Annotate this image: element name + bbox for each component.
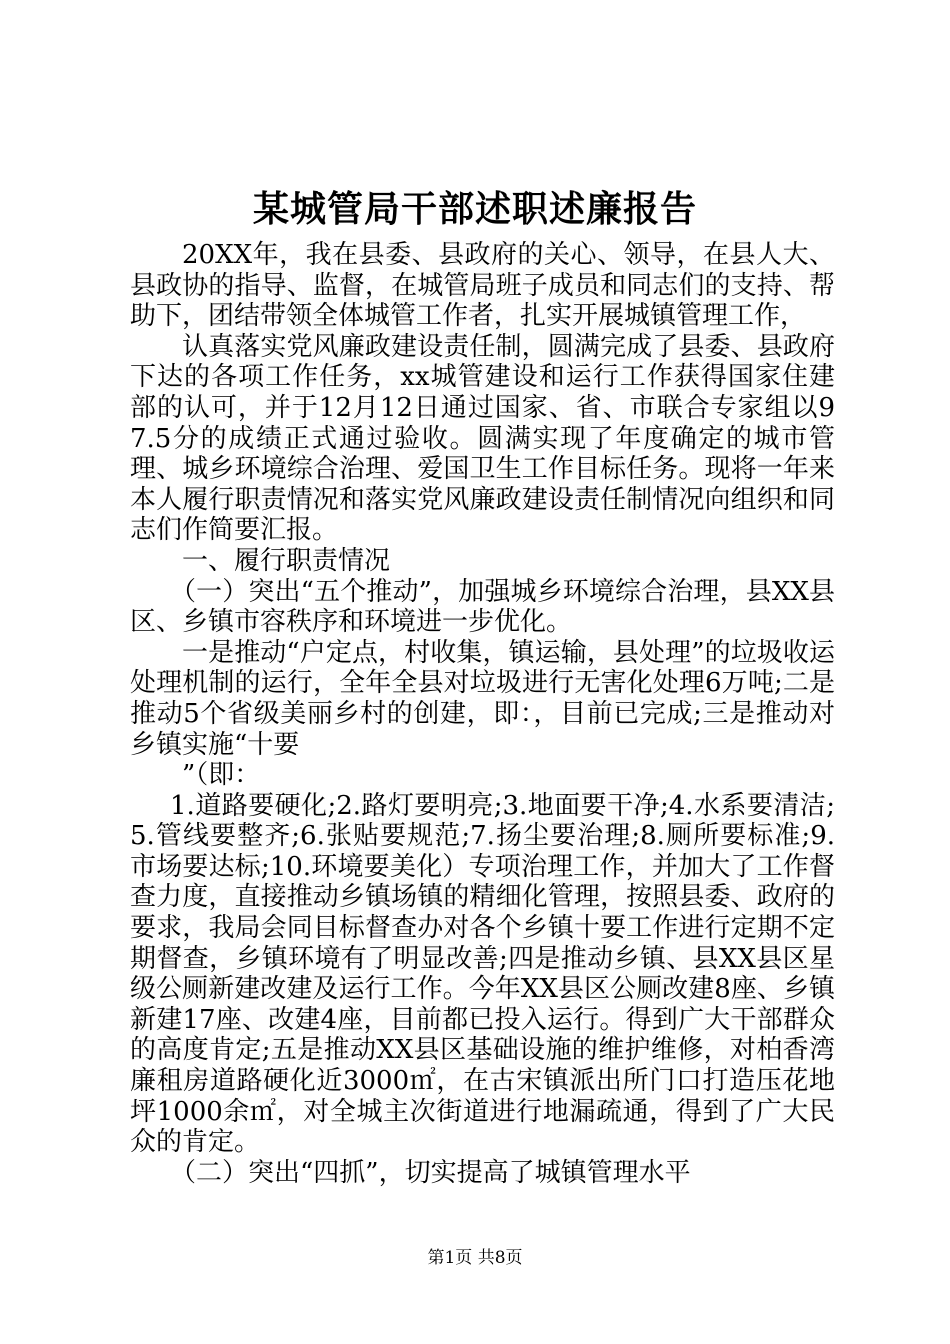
subsection-heading-five-pushes: （一）突出“五个推动”，加强城乡环境综合治理，县XX县区、乡镇市容秩序和环境进一步优化。 xyxy=(130,576,835,638)
paragraph-responsibility: 认真落实党风廉政建设责任制，圆满完成了县委、县政府下达的各项工作任务，xx城管建设和运行工作获得国家住建部的认可，并于12月12日通过国家、省、市联合专家组以97.5分的成绩正式通过验收。圆满实现了年度确定的城市管理、城乡环境综合治理、爱国卫生工作目标任务。现将一年来本人履行职责情况和落实党风廉政建设责任制情况向组织和同志们作简要汇报。 xyxy=(130,331,835,546)
document-body xyxy=(130,240,835,1188)
paragraph-ten-requirements-list: 1.道路要硬化;2.路灯要明亮;3.地面要干净;4.水系要清洁;5.管线要整齐;6.张贴要规范;7.扬尘要治理;8.厕所要标准;9.市场要达标;10.环境要美化）专项治理工作，并加大了工作督查力度，直接推动乡镇场镇的精细化管理，按照县委、政府的要求，我局会同目标督查办对各个乡镇十要工作进行定期不定期督查，乡镇环境有了明显改善;四是推动乡镇、县XX县区星级公厕新建改建及运行工作。今年XX县区公厕改建8座、乡镇新建17座、改建4座，目前都已投入运行。得到广大干部群众的高度肯定;五是推动XX县区基础设施的维护维修，对柏香湾廉租房道路硬化近3000㎡，在古宋镇派出所门口打造压花地坪1000余㎡，对全城主次街道进行地漏疏通，得到了广大民众的肯定。 xyxy=(130,790,835,1158)
paragraph-intro: 20XX年，我在县委、县政府的关心、领导，在县人大、县政协的指导、监督，在城管局班子成员和同志们的支持、帮助下，团结带领全体城管工作者，扎实开展城镇管理工作， xyxy=(130,240,835,332)
section-heading-duties: 一、履行职责情况 xyxy=(182,545,391,576)
page-number-footer: 第1页 共8页 xyxy=(427,1248,523,1268)
document-title: 某城管局干部述职述廉报告 xyxy=(252,188,697,230)
subsection-heading-four-grasps: （二）突出“四抓”，切实提高了城镇管理水平 xyxy=(170,1157,691,1188)
paragraph-ten-requirements-intro: ”（即： xyxy=(182,760,261,791)
paragraph-garbage-processing: 一是推动“户定点，村收集，镇运输，县处理”的垃圾收运处理机制的运行，全年全县对垃圾进行无害化处理6万吨;二是推动5个省级美丽乡村的创建，即：，目前已完成;三是推动对乡镇实施“十要 xyxy=(130,637,835,760)
